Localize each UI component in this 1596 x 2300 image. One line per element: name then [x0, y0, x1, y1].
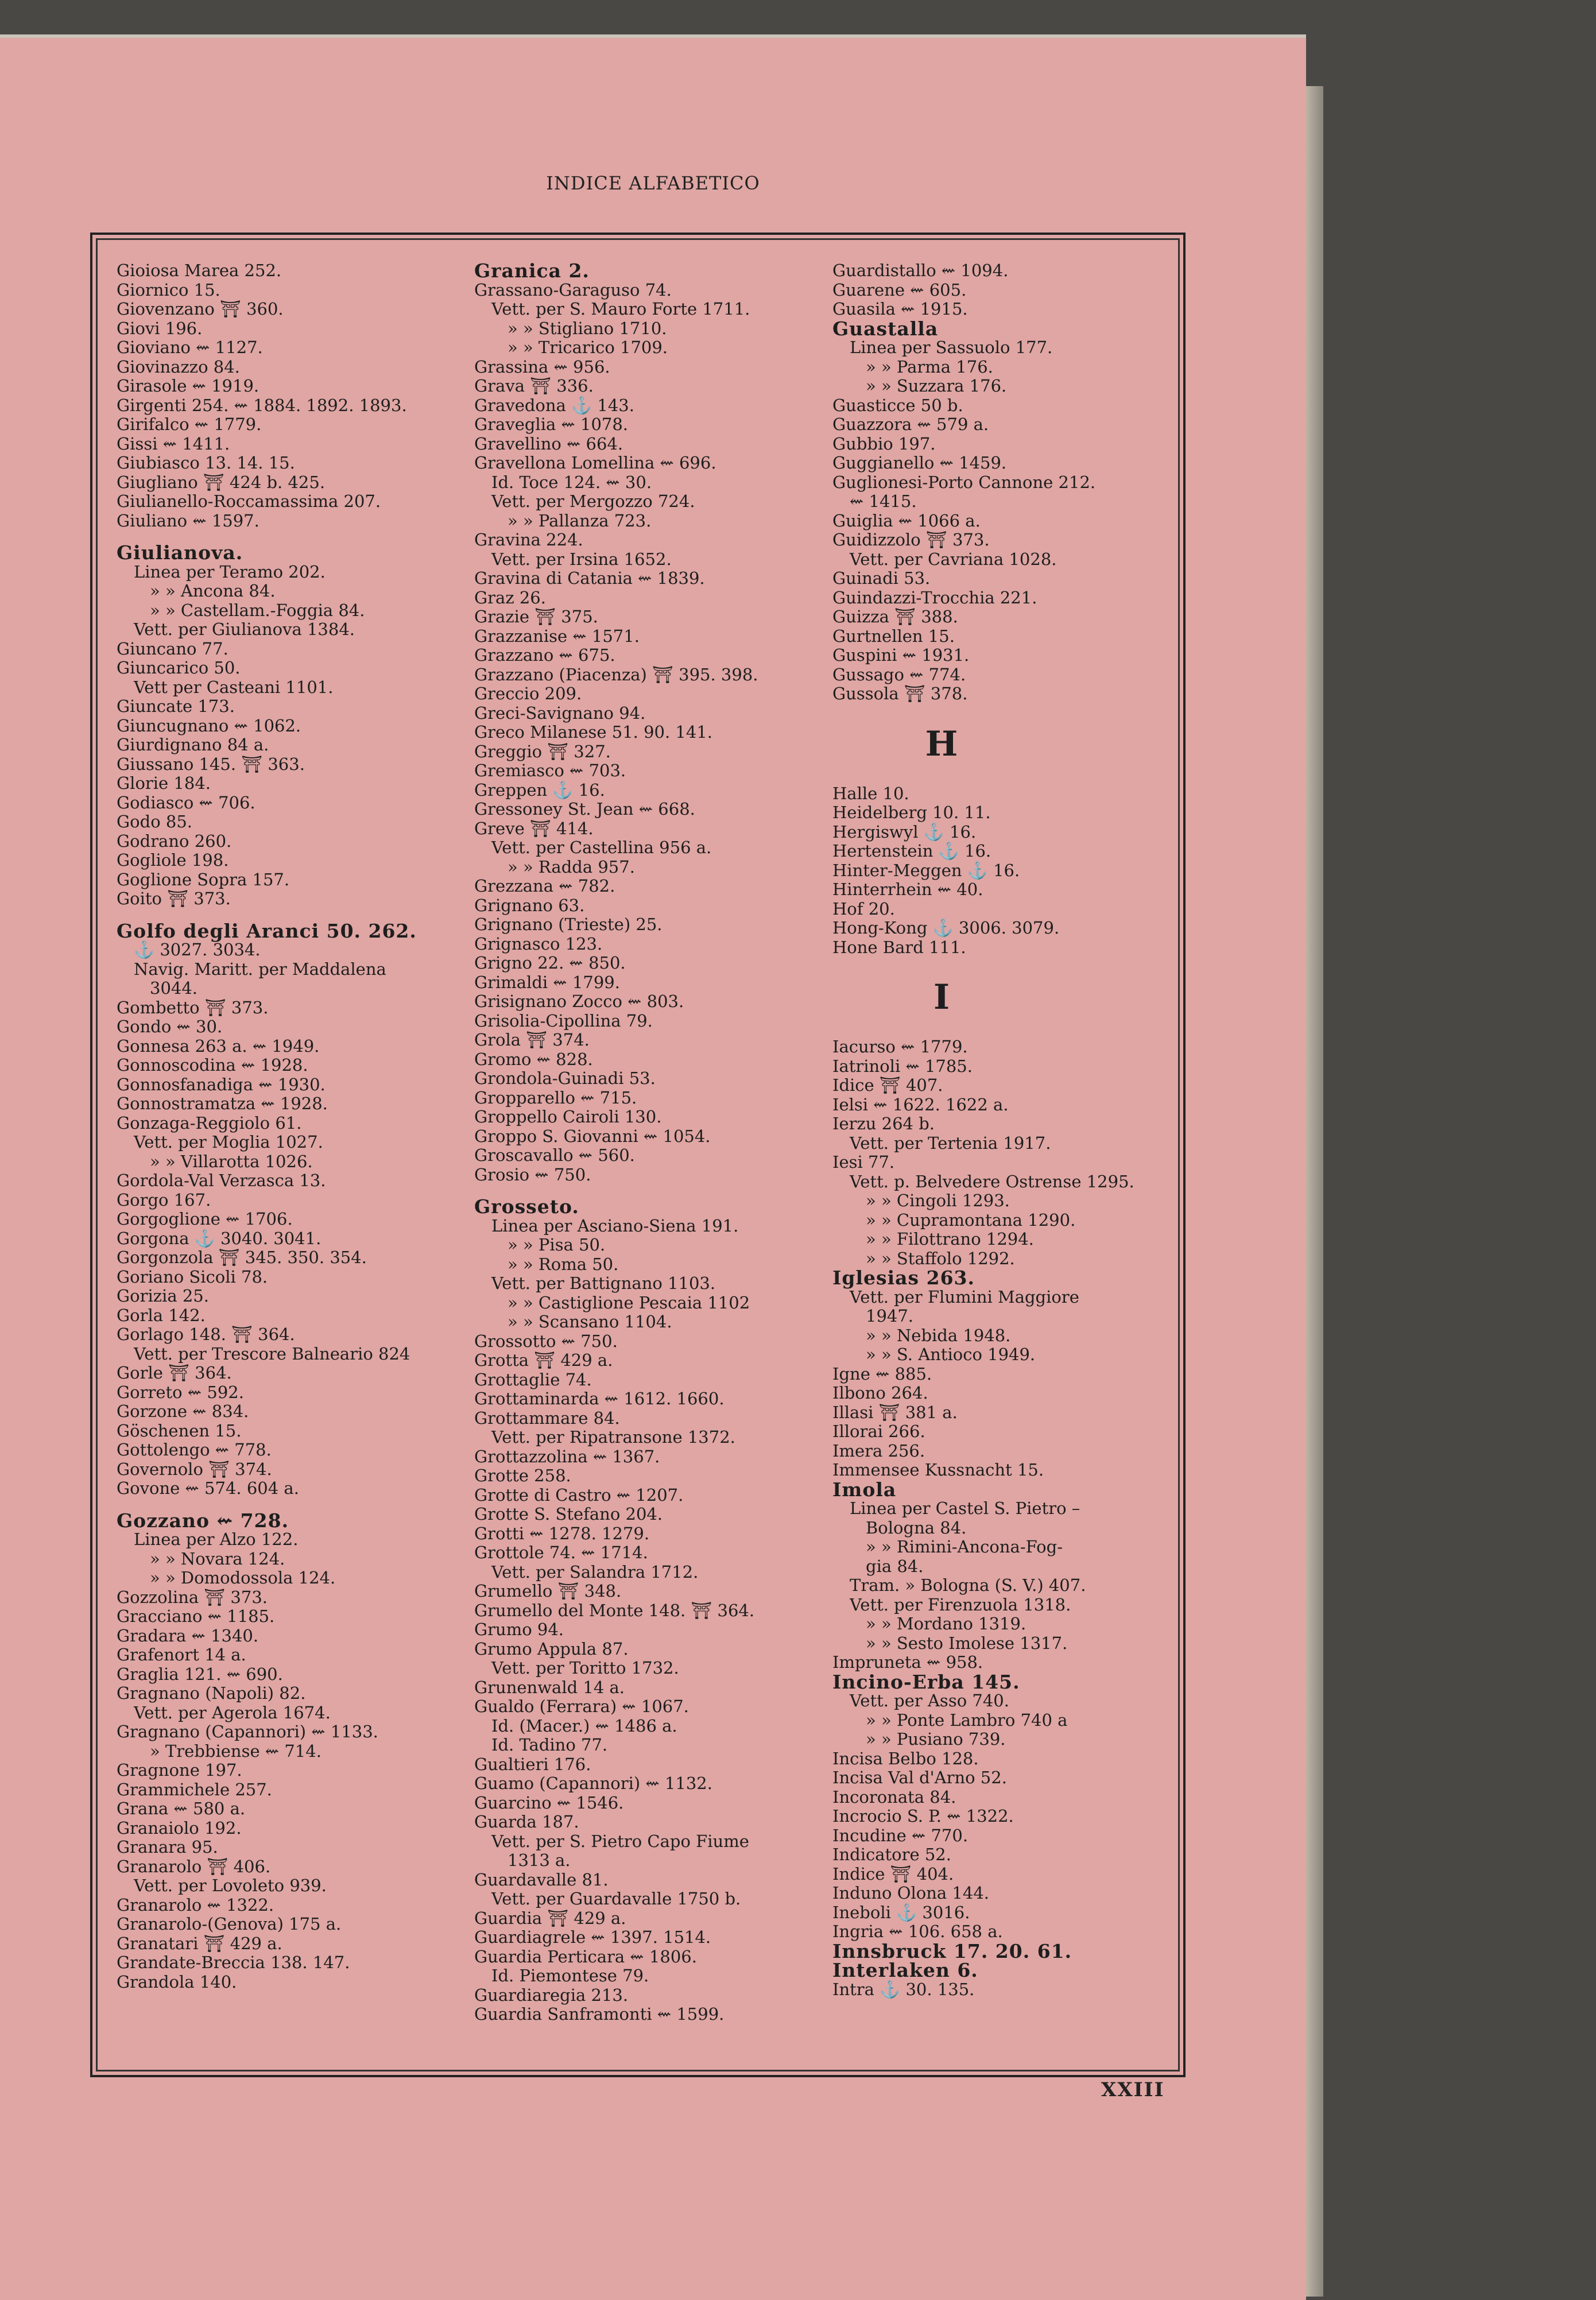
index-entry: Grazzano (Piacenza) ⛩ 395. 398.: [474, 664, 758, 684]
index-entry: Glorie 184.: [117, 773, 211, 793]
index-entry: Graveglia ⇜ 1078.: [474, 415, 629, 434]
index-entry: Guardia ⛩ 429 a.: [474, 1908, 626, 1928]
index-entry: Iglesias 263.: [832, 1267, 975, 1289]
index-entry: Grottaglie 74.: [474, 1369, 592, 1389]
index-entry: Gozzano ⇜ 728.: [117, 1509, 289, 1532]
index-entry: Grotte 258.: [474, 1466, 571, 1485]
index-entry: » » S. Antioco 1949.: [866, 1345, 1036, 1364]
index-entry: Grignano 63.: [474, 895, 585, 915]
index-entry: Grumello ⛩ 348.: [474, 1581, 622, 1601]
index-entry: Grassano-Garaguso 74.: [474, 280, 672, 300]
section-letter: I: [933, 977, 950, 1017]
index-entry: Godo 85.: [117, 812, 192, 831]
index-entry: » » Staffolo 1292.: [866, 1248, 1015, 1268]
index-entry: » » Pusiano 739.: [866, 1729, 1006, 1749]
index-entry: Gonnoscodina ⇜ 1928.: [117, 1055, 308, 1075]
index-entry: Gioviano ⇜ 1127.: [117, 338, 263, 357]
index-entry: Girifalco ⇜ 1779.: [117, 415, 262, 434]
index-entry: Incino-Erba 145.: [832, 1670, 1020, 1693]
index-entry: Gravina di Catania ⇜ 1839.: [474, 568, 705, 588]
index-entry: Vett. per Moglia 1027.: [134, 1132, 323, 1152]
index-entry: » » Scansano 1104.: [508, 1312, 672, 1331]
index-entry: Giuncate 173.: [117, 696, 235, 716]
index-entry: Vett. per Cavriana 1028.: [850, 549, 1057, 569]
index-entry: Vett. per Ripatransone 1372.: [491, 1427, 735, 1447]
index-entry: Greve ⛩ 414.: [474, 818, 594, 838]
index-entry: ⚓ 3027. 3034.: [134, 940, 261, 959]
index-entry: Giubiasco 13. 14. 15.: [117, 453, 295, 473]
index-column-1: [117, 261, 450, 1992]
index-entry: » » Ponte Lambro 740 a: [866, 1710, 1068, 1730]
index-entry: » Trebbiense ⇜ 714.: [150, 1741, 321, 1761]
index-entry: Grotta ⛩ 429 a.: [474, 1350, 613, 1370]
index-entry: Giulianova.: [117, 541, 243, 564]
index-entry: Vett. per Mergozzo 724.: [491, 491, 695, 511]
index-entry: Hinterrhein ⇜ 40.: [832, 880, 983, 899]
index-entry: » » Nebida 1948.: [866, 1325, 1011, 1345]
index-entry: Imera 256.: [832, 1441, 925, 1461]
index-entry: Grondola-Guinadi 53.: [474, 1068, 656, 1088]
index-entry: Id. Toce 124. ⇜ 30.: [491, 472, 652, 492]
index-entry: Golfo degli Aranci 50. 262.: [117, 919, 417, 942]
index-entry: Gonnostramatza ⇜ 1928.: [117, 1094, 328, 1113]
index-entry: Vett. per Lovoleto 939.: [134, 1876, 327, 1895]
index-entry: Linea per Teramo 202.: [134, 562, 326, 582]
index-entry: Iacurso ⇜ 1779.: [832, 1037, 968, 1056]
index-entry: Gioiosa Marea 252.: [117, 261, 282, 280]
index-entry: Idice ⛩ 407.: [832, 1075, 943, 1095]
index-entry: Giovinazzo 84.: [117, 357, 240, 377]
index-entry: Halle 10.: [832, 783, 909, 803]
index-entry: » » Suzzara 176.: [866, 376, 1007, 396]
index-entry: Gonnesa 263 a. ⇜ 1949.: [117, 1036, 320, 1056]
index-entry: Guarene ⇜ 605.: [832, 280, 967, 300]
index-entry: Gromo ⇜ 828.: [474, 1049, 593, 1069]
index-entry: Id. Tadino 77.: [491, 1735, 608, 1755]
index-entry: Ingria ⇜ 106. 658 a.: [832, 1922, 1003, 1941]
index-entry: Guasila ⇜ 1915.: [832, 299, 968, 319]
index-entry: Bologna 84.: [866, 1517, 967, 1538]
index-entry: Gorgo 167.: [117, 1190, 211, 1210]
index-entry: Hertenstein ⚓ 16.: [832, 841, 991, 861]
index-entry: Giugliano ⛩ 424 b. 425.: [117, 472, 326, 492]
index-entry: Guamo (Capannori) ⇜ 1132.: [474, 1774, 712, 1793]
index-entry: Grottole 74. ⇜ 1714.: [474, 1543, 648, 1562]
index-entry: Giulianello-Roccamassima 207.: [117, 491, 381, 511]
index-entry: Guglionesi-Porto Cannone 212.: [832, 472, 1096, 492]
index-entry: Greccio 209.: [474, 684, 582, 703]
index-entry: Indicatore 52.: [832, 1845, 951, 1864]
index-entry: Guardia Perticara ⇜ 1806.: [474, 1946, 697, 1966]
index-entry: » » Pallanza 723.: [508, 510, 652, 531]
index-entry: Gorgonzola ⛩ 345. 350. 354.: [117, 1248, 367, 1267]
index-entry: Gravina 224.: [474, 530, 583, 549]
index-entry: Godrano 260.: [117, 831, 232, 851]
index-entry: Vett. per S. Pietro Capo Fiume: [491, 1831, 749, 1851]
index-entry: Giussano 145. ⛩ 363.: [117, 754, 305, 774]
index-entry: Grana ⇜ 580 a.: [117, 1799, 246, 1818]
index-entry: Hong-Kong ⚓ 3006. 3079.: [832, 918, 1060, 938]
index-entry: » » Roma 50.: [508, 1254, 619, 1274]
index-entry: gia 84.: [866, 1556, 924, 1576]
index-entry: Linea per Castel S. Pietro –: [850, 1499, 1080, 1518]
index-entry: Govone ⇜ 574. 604 a.: [117, 1478, 299, 1498]
index-entry: Granarolo ⛩ 406.: [117, 1856, 271, 1876]
index-entry: Girgenti 254. ⇜ 1884. 1892. 1893.: [117, 395, 407, 415]
index-entry: Guspini ⇜ 1931.: [832, 645, 970, 665]
index-entry: Guizza ⛩ 388.: [832, 607, 958, 626]
index-entry: Gradara ⇜ 1340.: [117, 1625, 259, 1645]
index-entry: Gorle ⛩ 364.: [117, 1363, 232, 1383]
index-entry: Greci-Savignano 94.: [474, 703, 646, 723]
index-entry: » » Domodossola 124.: [150, 1568, 336, 1587]
index-entry: Gussago ⇜ 774.: [832, 664, 966, 684]
index-entry: Grotti ⇜ 1278. 1279.: [474, 1523, 650, 1543]
page-number: XXIII: [1101, 2078, 1165, 2101]
index-entry: Vett. per Irsina 1652.: [491, 549, 672, 569]
index-entry: Linea per Asciano-Siena 191.: [491, 1215, 739, 1236]
index-entry: Guarda 187.: [474, 1812, 579, 1832]
index-entry: Granarolo ⇜ 1322.: [117, 1895, 274, 1915]
index-entry: Guidizzolo ⛩ 373.: [832, 530, 990, 549]
index-entry: Graz 26.: [474, 587, 546, 607]
index-entry: Governolo ⛩ 374.: [117, 1459, 272, 1479]
index-entry: ⇜ 1415.: [850, 491, 917, 511]
index-entry: Gragnano (Capannori) ⇜ 1133.: [117, 1722, 378, 1741]
index-entry: Vett. per Asso 740.: [850, 1691, 1009, 1710]
index-entry: Innsbruck 17. 20. 61.: [832, 1939, 1072, 1962]
index-entry: Grotte di Castro ⇜ 1207.: [474, 1485, 684, 1505]
index-entry: Grazzanise ⇜ 1571.: [474, 626, 640, 646]
index-entry: Goito ⛩ 373.: [117, 889, 231, 908]
index-entry: Igne ⇜ 885.: [832, 1364, 932, 1384]
index-entry: Graglia 121. ⇜ 690.: [117, 1664, 283, 1684]
index-entry: Gorgoglione ⇜ 1706.: [117, 1209, 293, 1229]
index-entry: Hinter-Meggen ⚓ 16.: [832, 860, 1020, 880]
index-entry: Giovenzano ⛩ 360.: [117, 299, 284, 319]
index-entry: Gorla 142.: [117, 1305, 206, 1325]
index-entry: Greco Milanese 51. 90. 141.: [474, 722, 712, 742]
index-entry: Grumo 94.: [474, 1620, 564, 1639]
index-entry: Heidelberg 10. 11.: [832, 803, 991, 822]
index-entry: Groppo S. Giovanni ⇜ 1054.: [474, 1126, 711, 1146]
index-entry: Vett. per Castellina 956 a.: [491, 838, 712, 857]
index-entry: Grava ⛩ 336.: [474, 376, 594, 396]
index-entry: Guindazzi-Trocchia 221.: [832, 587, 1037, 607]
index-entry: Giuncano 77.: [117, 638, 228, 659]
index-entry: Gogliole 198.: [117, 850, 229, 870]
index-entry: 1947.: [866, 1306, 914, 1326]
index-entry: Grandola 140.: [117, 1972, 237, 1992]
index-entry: Vett. per Flumini Maggiore: [850, 1287, 1079, 1307]
index-entry: Gorzone ⇜ 834.: [117, 1401, 249, 1421]
index-entry: Navig. Maritt. per Maddalena: [134, 959, 386, 979]
index-entry: Gussola ⛩ 378.: [832, 684, 968, 703]
index-entry: Interlaken 6.: [832, 1959, 978, 1981]
index-entry: Grignano (Trieste) 25.: [474, 915, 663, 934]
index-entry: Vett. per Agerola 1674.: [134, 1702, 331, 1722]
index-entry: Grisignano Zocco ⇜ 803.: [474, 992, 684, 1011]
index-entry: Groscavallo ⇜ 560.: [474, 1145, 635, 1165]
index-entry: Grotte S. Stefano 204.: [474, 1504, 663, 1524]
index-entry: Gragnone 197.: [117, 1760, 242, 1780]
index-entry: Grosseto.: [474, 1195, 579, 1218]
index-entry: Ilbono 264.: [832, 1383, 928, 1403]
index-entry: Grola ⛩ 374.: [474, 1030, 590, 1050]
index-entry: 3044.: [150, 978, 198, 998]
index-entry: Granara 95.: [117, 1837, 218, 1857]
index-entry: Grafenort 14 a.: [117, 1645, 246, 1664]
index-entry: Vett. p. Belvedere Ostrense 1295.: [850, 1171, 1134, 1191]
index-entry: » » Tricarico 1709.: [508, 338, 668, 357]
index-entry: Id. (Macer.) ⇜ 1486 a.: [491, 1716, 677, 1736]
index-entry: Grossotto ⇜ 750.: [474, 1331, 618, 1351]
index-entry: Gravedona ⚓ 143.: [474, 395, 634, 415]
index-entry: Gozzolina ⛩ 373.: [117, 1587, 268, 1607]
index-entry: » » Rimini-Ancona-Fog-: [866, 1537, 1063, 1556]
index-entry: Vett. per Trescore Balneario 824: [134, 1343, 410, 1364]
index-entry: Vett. per Battignano 1103.: [491, 1273, 716, 1293]
index-entry: Grumello del Monte 148. ⛩ 364.: [474, 1600, 755, 1620]
index-entry: Hone Bard 111.: [832, 937, 966, 957]
index-entry: Vett. per S. Mauro Forte 1711.: [491, 299, 750, 319]
index-entry: Vett. per Firenzuola 1318.: [850, 1594, 1071, 1614]
index-entry: Incrocio S. P. ⇜ 1322.: [832, 1806, 1014, 1826]
index-entry: Göschenen 15.: [117, 1420, 242, 1441]
index-entry: Gurtnellen 15.: [832, 626, 955, 646]
index-entry: » » Novara 124.: [150, 1548, 285, 1569]
index-entry: Induno Olona 144.: [832, 1883, 989, 1903]
index-entry: Giovi 196.: [117, 318, 203, 338]
index-entry: Gubbio 197.: [832, 433, 936, 454]
index-entry: Gracciano ⇜ 1185.: [117, 1606, 275, 1626]
section-letter: H: [925, 723, 958, 764]
index-entry: Gorgona ⚓ 3040. 3041.: [117, 1228, 321, 1248]
index-entry: Grezzana ⇜ 782.: [474, 876, 615, 896]
index-entry: Gualtieri 176.: [474, 1754, 591, 1774]
index-entry: » » Ancona 84.: [150, 581, 276, 601]
index-entry: Vett. per Giulianova 1384.: [134, 619, 355, 639]
index-entry: Gorizia 25.: [117, 1286, 209, 1306]
index-entry: » » Parma 176.: [866, 357, 993, 377]
index-entry: Incisa Val d'Arno 52.: [832, 1768, 1007, 1787]
index-entry: Incisa Belbo 128.: [832, 1748, 979, 1768]
index-entry: Granatari ⛩ 429 a.: [117, 1933, 282, 1953]
index-entry: Gragnano (Napoli) 82.: [117, 1683, 306, 1703]
index-entry: Indice ⛩ 404.: [832, 1864, 954, 1884]
index-entry: Grassina ⇜ 956.: [474, 357, 610, 377]
index-entry: Illasi ⛩ 381 a.: [832, 1402, 958, 1422]
index-entry: » » Castiglione Pescaia 1102: [508, 1292, 750, 1312]
index-entry: Guiglia ⇜ 1066 a.: [832, 510, 981, 531]
index-column-2: [474, 261, 807, 2024]
index-entry: Intra ⚓ 30. 135.: [832, 1979, 975, 1999]
index-entry: Goglione Sopra 157.: [117, 869, 290, 889]
index-entry: » » Mordano 1319.: [866, 1614, 1026, 1633]
index-entry: Giuncugnano ⇜ 1062.: [117, 715, 301, 735]
page-edge: [1306, 86, 1323, 2297]
index-entry: Guardiagrele ⇜ 1397. 1514.: [474, 1927, 711, 1947]
index-entry: Gonzaga-Reggiolo 61.: [117, 1113, 302, 1133]
index-entry: Gonnosfanadiga ⇜ 1930.: [117, 1074, 326, 1094]
index-entry: Incoronata 84.: [832, 1787, 956, 1807]
index-entry: Grandate-Breccia 138. 147.: [117, 1953, 350, 1972]
index-entry: Gordola-Val Verzasca 13.: [117, 1171, 326, 1190]
index-entry: Granica 2.: [474, 260, 590, 282]
index-entry: Grumo Appula 87.: [474, 1639, 629, 1659]
index-entry: Guardavalle 81.: [474, 1869, 609, 1889]
index-entry: Guggianello ⇜ 1459.: [832, 453, 1007, 473]
index-entry: Grigno 22. ⇜ 850.: [474, 953, 626, 973]
index-entry: Iatrinoli ⇜ 1785.: [832, 1056, 973, 1076]
index-entry: Hergiswyl ⚓ 16.: [832, 822, 977, 842]
index-entry: Guardia Sanframonti ⇜ 1599.: [474, 2004, 725, 2024]
index-entry: » » Villarotta 1026.: [150, 1151, 313, 1171]
index-entry: Greggio ⛩ 327.: [474, 741, 611, 761]
index-entry: Vett. per Guardavalle 1750 b.: [491, 1889, 741, 1908]
index-entry: » » Pisa 50.: [508, 1235, 606, 1254]
index-entry: Id. Piemontese 79.: [491, 1966, 649, 1985]
index-entry: Grisolia-Cipollina 79.: [474, 1010, 653, 1031]
index-entry: Imola: [832, 1478, 897, 1501]
index-entry: Vett. per Tertenia 1917.: [850, 1133, 1051, 1153]
index-entry: Vett per Casteani 1101.: [134, 677, 334, 697]
index-entry: Guazzora ⇜ 579 a.: [832, 415, 989, 434]
index-entry: Gorlago 148. ⛩ 364.: [117, 1325, 295, 1344]
index-entry: Granaiolo 192.: [117, 1818, 242, 1838]
index-entry: Hof 20.: [832, 899, 895, 919]
index-entry: Grazzano ⇜ 675.: [474, 645, 615, 665]
index-entry: Illorai 266.: [832, 1422, 925, 1441]
index-entry: » » Stigliano 1710.: [508, 318, 667, 338]
index-entry: Incudine ⇜ 770.: [832, 1825, 969, 1845]
index-entry: Grottaminarda ⇜ 1612. 1660.: [474, 1389, 725, 1408]
index-entry: Ielsi ⇜ 1622. 1622 a.: [832, 1094, 1009, 1114]
index-entry: Grunenwald 14 a.: [474, 1677, 625, 1697]
index-entry: Gropparello ⇜ 715.: [474, 1087, 637, 1108]
index-entry: Greppen ⚓ 16.: [474, 780, 605, 800]
index-entry: Gravellona Lomellina ⇜ 696.: [474, 453, 716, 473]
page-header: INDICE ALFABETICO: [546, 172, 760, 194]
index-entry: Guasticce 50 b.: [832, 395, 963, 415]
index-entry: Grimaldi ⇜ 1799.: [474, 972, 620, 992]
index-entry: 1313 a.: [508, 1850, 571, 1870]
index-entry: Iesi 77.: [832, 1152, 895, 1172]
index-entry: Giornico 15.: [117, 280, 220, 300]
index-entry: Guardistallo ⇜ 1094.: [832, 261, 1009, 280]
index-entry: Gombetto ⛩ 373.: [117, 997, 269, 1017]
index-entry: Grosio ⇜ 750.: [474, 1164, 591, 1184]
index-entry: » » Sesto Imolese 1317.: [866, 1633, 1068, 1653]
index-entry: Gissi ⇜ 1411.: [117, 433, 230, 454]
index-entry: Ierzu 264 b.: [832, 1114, 935, 1133]
index-entry: » » Radda 957.: [508, 857, 635, 877]
index-entry: Immensee Kussnacht 15.: [832, 1460, 1044, 1480]
index-entry: Guinadi 53.: [832, 568, 931, 588]
index-entry: Giuliano ⇜ 1597.: [117, 510, 259, 531]
index-entry: Gremiasco ⇜ 703.: [474, 761, 626, 780]
index-entry: Tram. » Bologna (S. V.) 407.: [850, 1575, 1086, 1595]
index-entry: Granarolo-(Genova) 175 a.: [117, 1914, 342, 1934]
index-entry: Gualdo (Ferrara) ⇜ 1067.: [474, 1697, 689, 1716]
index-entry: Goriano Sicoli 78.: [117, 1267, 268, 1287]
index-entry: Giuncarico 50.: [117, 658, 241, 677]
index-entry: Vett. per Toritto 1732.: [491, 1658, 679, 1678]
index-entry: Linea per Alzo 122.: [134, 1530, 299, 1549]
index-entry: » » Cingoli 1293.: [866, 1191, 1010, 1210]
index-entry: Gottolengo ⇜ 778.: [117, 1440, 272, 1459]
index-entry: » » Filottrano 1294.: [866, 1229, 1034, 1249]
index-entry: Gondo ⇜ 30.: [117, 1017, 223, 1036]
index-entry: Guastalla: [832, 317, 939, 340]
index-entry: Grottammare 84.: [474, 1408, 620, 1428]
index-entry: Grottazzolina ⇜ 1367.: [474, 1446, 660, 1466]
index-entry: » » Castellam.-Foggia 84.: [150, 600, 365, 620]
index-entry: Grammichele 257.: [117, 1779, 272, 1799]
index-entry: Linea per Sassuolo 177.: [850, 338, 1053, 357]
index-entry: Vett. per Salandra 1712.: [491, 1562, 699, 1582]
index-entry: Ineboli ⚓ 3016.: [832, 1902, 970, 1922]
index-column-3: [832, 261, 1165, 1999]
index-entry: Impruneta ⇜ 958.: [832, 1652, 983, 1672]
index-entry: Girasole ⇜ 1919.: [117, 376, 259, 396]
index-entry: Groppello Cairoli 130.: [474, 1107, 662, 1126]
index-entry: Guardiaregia 213.: [474, 1985, 629, 2005]
index-entry: Gorreto ⇜ 592.: [117, 1382, 244, 1402]
index-entry: Grazie ⛩ 375.: [474, 607, 598, 626]
index-entry: Grignasco 123.: [474, 934, 603, 954]
index-entry: » » Cupramontana 1290.: [866, 1210, 1076, 1230]
index-entry: Guarcino ⇜ 1546.: [474, 1792, 624, 1813]
index-entry: Gravellino ⇜ 664.: [474, 433, 623, 454]
index-entry: Gressoney St. Jean ⇜ 668.: [474, 799, 695, 819]
index-entry: Godiasco ⇜ 706.: [117, 792, 255, 812]
index-entry: Giurdignano 84 a.: [117, 735, 269, 754]
